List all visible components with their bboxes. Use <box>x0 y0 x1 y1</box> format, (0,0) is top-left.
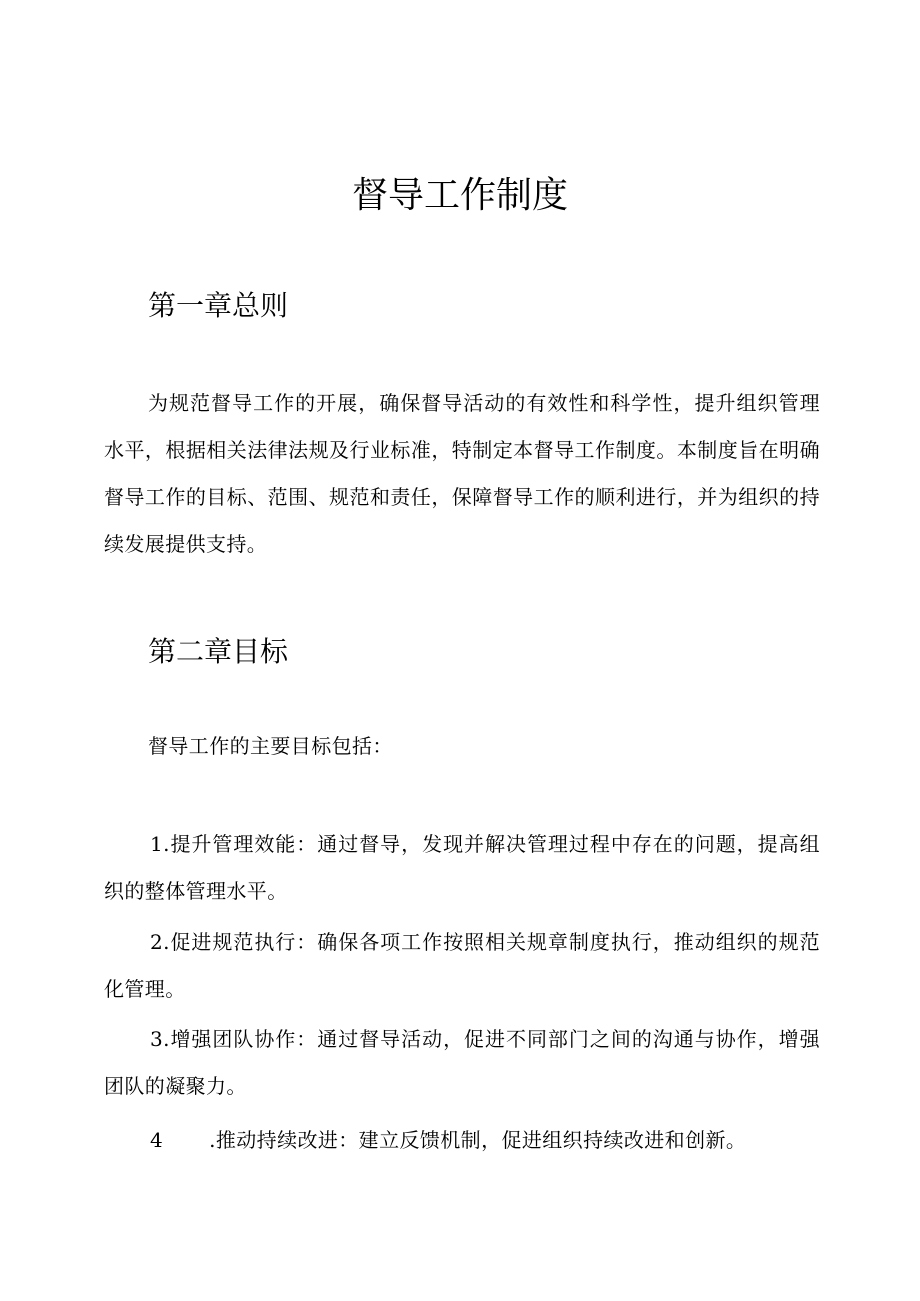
list-item <box>104 1117 820 1164</box>
list-item-number: 3 <box>150 1027 164 1051</box>
chapter-1-paragraph: 为规范督导工作的开展，确保督导活动的有效性和科学性，提升组织管理水平，根据相关法律法规及行业标准，特制定本督导工作制度。本制度旨在明确督导工作的目标、范围、规范和责任，保障督导工作的顺利进行，并为组织的持续发展提供支持。 <box>104 391 820 556</box>
list-item-text: .增强团队协作：通过督导活动，促进不同部门之间的沟通与协作，增强团队的凝聚力。 <box>104 1027 820 1098</box>
list-item-text: .推动持续改进：建立反馈机制，促进组织持续改进和创新。 <box>209 1128 747 1152</box>
chapter-1-heading: 第一章总则 <box>148 289 289 322</box>
list-item-number: 4 <box>150 1128 164 1152</box>
list-item-number: 1 <box>150 832 164 856</box>
list-item <box>104 919 820 1013</box>
document-title: 督导工作制度 <box>351 175 568 216</box>
list-item-number: 2 <box>150 930 164 954</box>
list-item-text: .促进规范执行：确保各项工作按照相关规章制度执行，推动组织的规范化管理。 <box>104 930 820 1001</box>
list-item <box>104 821 820 915</box>
chapter-2-intro: 督导工作的主要目标包括： <box>148 734 393 758</box>
list-item-text: .提升管理效能：通过督导，发现并解决管理过程中存在的问题，提高组织的整体管理水平。 <box>104 832 820 903</box>
chapter-2-heading: 第二章目标 <box>148 635 289 668</box>
list-item <box>104 1016 820 1110</box>
